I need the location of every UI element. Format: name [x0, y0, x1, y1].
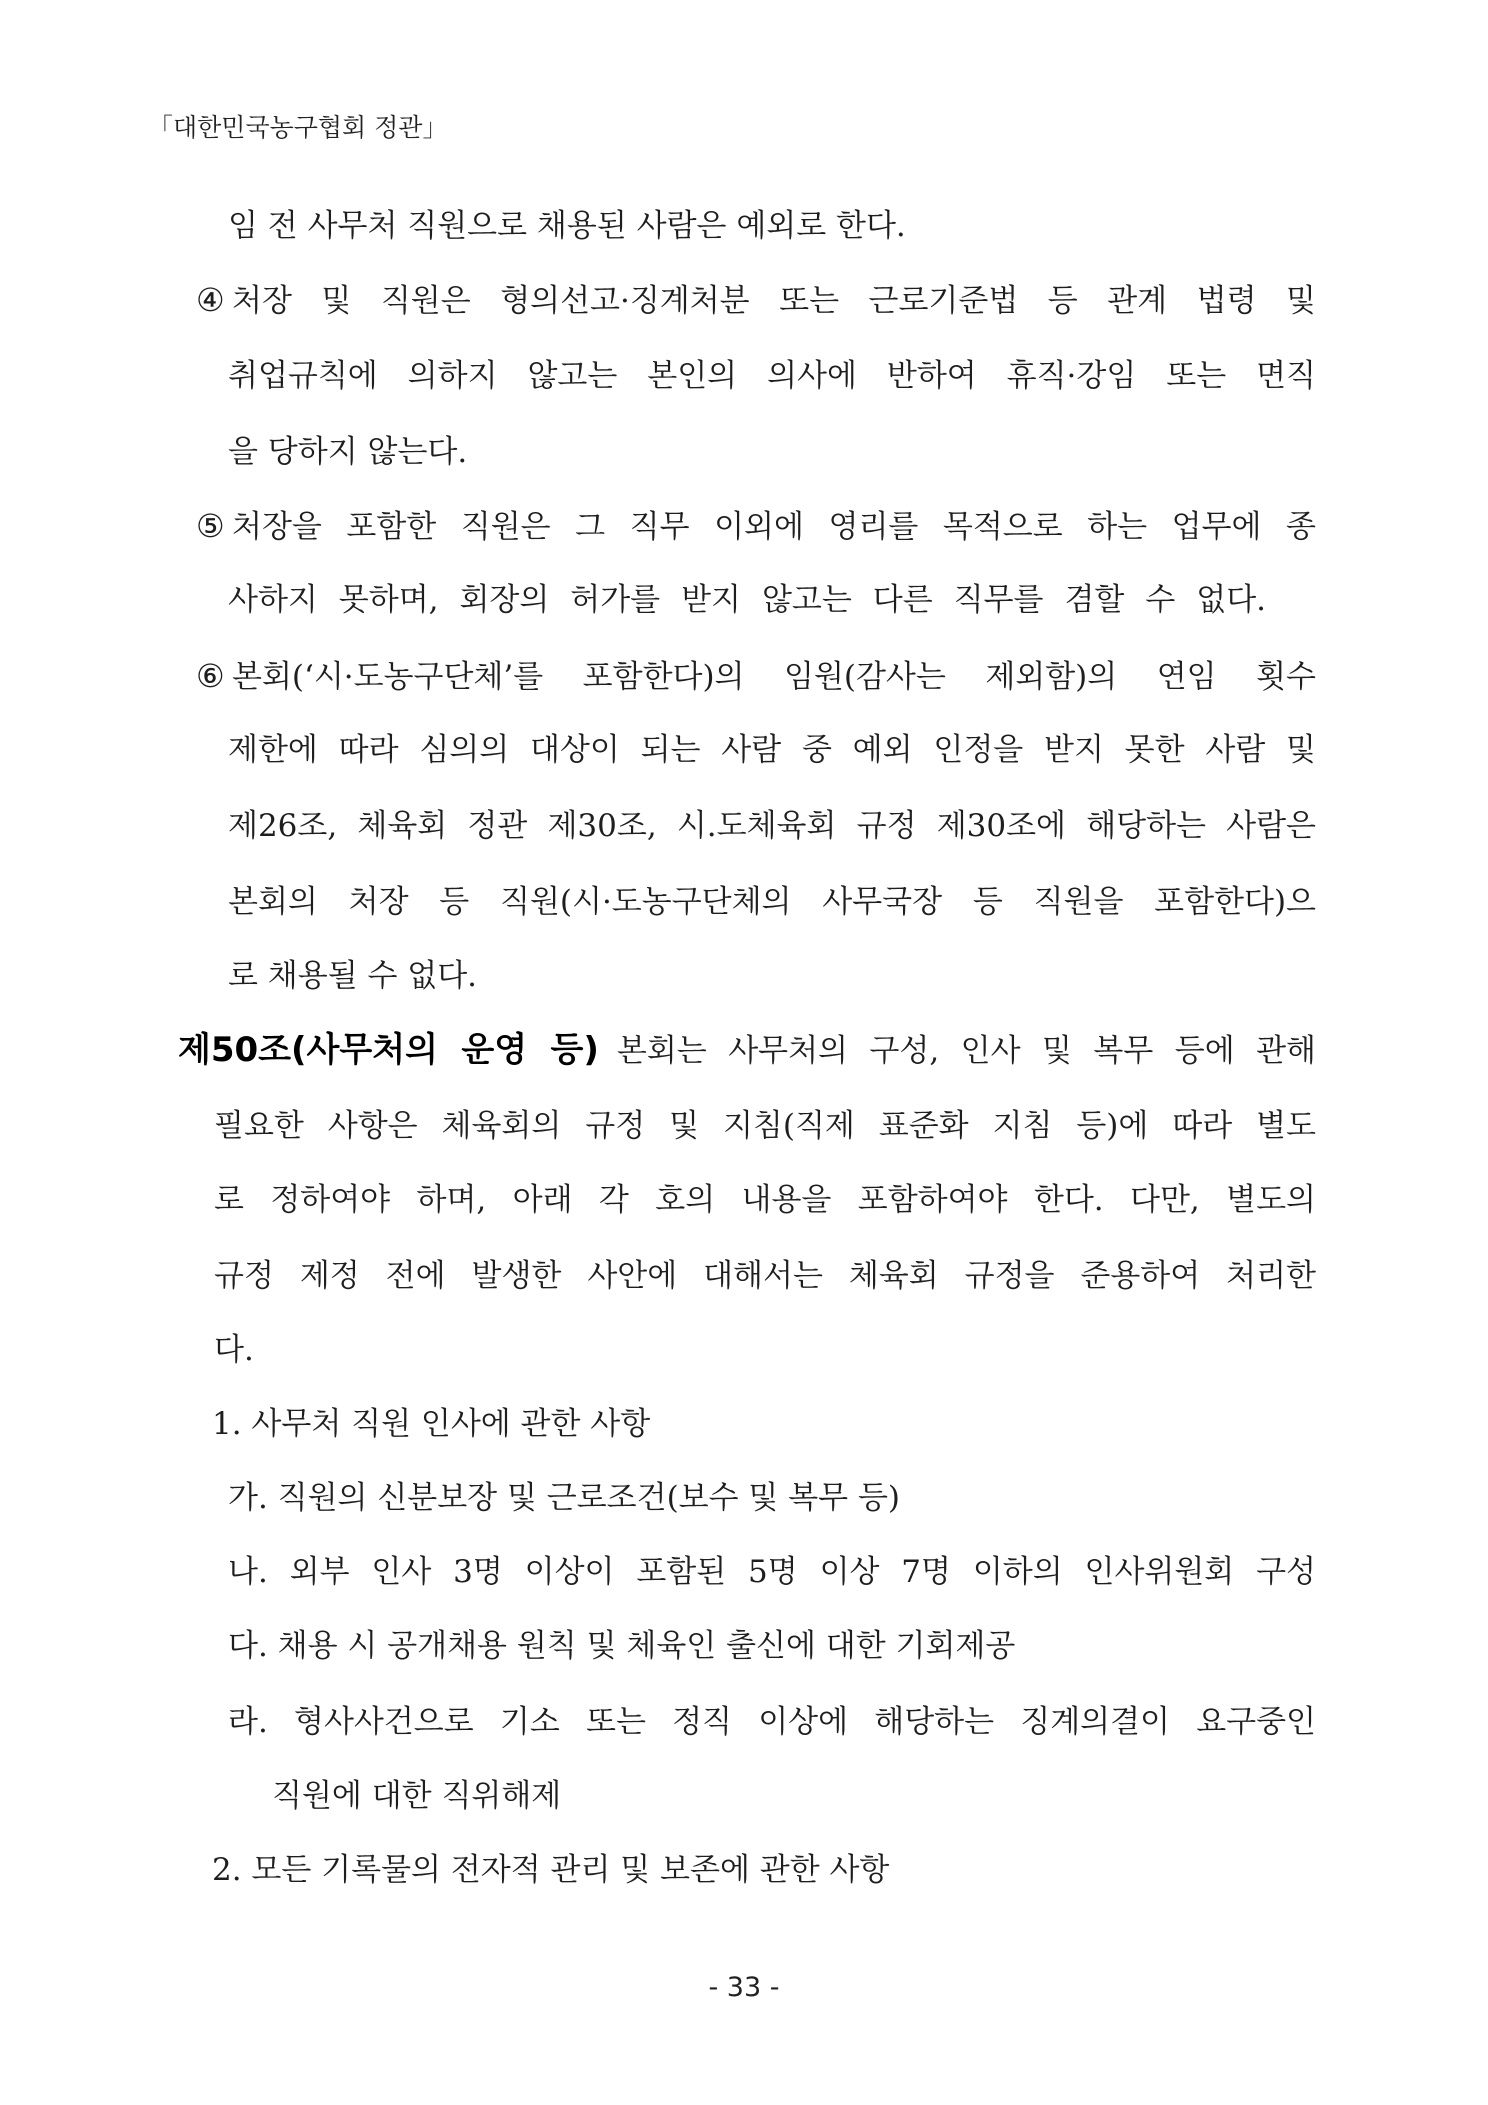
- article-50-text-1: 본회는 사무처의 구성, 인사 및 복무 등에 관해: [616, 1033, 1317, 1069]
- paragraph-6-line-2: 제한에 따라 심의의 대상이 되는 사람 중 예외 인정을 받지 못한 사람 및: [228, 732, 1316, 768]
- article-50-line-3: 로 정하여야 하며, 아래 각 호의 내용을 포함하여야 한다. 다만, 별도의: [214, 1182, 1316, 1218]
- paragraph-5-line-1: [196, 506, 1316, 547]
- circled-number-6: ⑥: [196, 657, 225, 695]
- article-50-line-1: [178, 1030, 1316, 1071]
- document-header: 「대한민국농구협회 정관」: [148, 113, 448, 142]
- paragraph-6-line-4: 본회의 처장 등 직원(시·도농구단체의 사무국장 등 직원을 포함한다)으: [228, 884, 1316, 920]
- article-50-title: 제50조(사무처의 운영 등): [178, 1030, 599, 1070]
- article-50-line-4: 규정 제정 전에 발생한 사안에 대해서는 체육회 규정을 준용하여 처리한: [214, 1258, 1316, 1294]
- page-number: - 33 -: [708, 1972, 780, 2003]
- paragraph-4-line-2: 취업규칙에 의하지 않고는 본인의 의사에 반하여 휴직·강임 또는 면직: [228, 358, 1316, 394]
- article-50-item-1-ra-line-1: 라. 형사사건으로 기소 또는 정직 이상에 해당하는 징계의결이 요구중인: [228, 1704, 1316, 1740]
- article-50-line-2: 필요한 사항은 체육회의 규정 및 지침(직제 표준화 지침 등)에 따라 별도: [214, 1108, 1316, 1144]
- paragraph-5-line-2: 사하지 못하며, 회장의 허가를 받지 않고는 다른 직무를 겸할 수 없다.: [228, 582, 1266, 618]
- article-50-item-1-ga: 가. 직원의 신분보장 및 근로조건(보수 및 복무 등): [228, 1480, 900, 1516]
- article-50-line-5: 다.: [214, 1332, 254, 1368]
- paragraph-4-line-3: 을 당하지 않는다.: [228, 434, 468, 470]
- article-50-item-2: 2. 모든 기록물의 전자적 관리 및 보존에 관한 사항: [212, 1852, 890, 1888]
- paragraph-4-text-1: 처장 및 직원은 형의선고·징계처분 또는 근로기준법 등 관계 법령 및: [232, 283, 1316, 319]
- article-50-item-1: 1. 사무처 직원 인사에 관한 사항: [212, 1406, 651, 1442]
- paragraph-6-line-1: [196, 656, 1316, 697]
- article-50-item-1-da: 다. 채용 시 공개채용 원칙 및 체육인 출신에 대한 기회제공: [228, 1628, 1016, 1664]
- paragraph-6-line-5: 로 채용될 수 없다.: [228, 958, 478, 994]
- paragraph-6-line-3: 제26조, 체육회 정관 제30조, 시.도체육회 규정 제30조에 해당하는 사람은: [228, 808, 1316, 844]
- circled-number-4: ④: [196, 281, 225, 319]
- paragraph-5-text-1: 처장을 포함한 직원은 그 직무 이외에 영리를 목적으로 하는 업무에 종: [232, 509, 1316, 545]
- paragraph-4-line-1: [196, 280, 1316, 321]
- paragraph-6-text-1: 본회(‘시·도농구단체’를 포함한다)의 임원(감사는 제외함)의 연임 횟수: [232, 659, 1316, 695]
- article-50-item-1-ra-line-2: 직원에 대한 직위해제: [272, 1778, 562, 1814]
- paragraph-3-continuation: 임 전 사무처 직원으로 채용된 사람은 예외로 한다.: [228, 208, 906, 244]
- circled-number-5: ⑤: [196, 507, 225, 545]
- article-50-item-1-na: 나. 외부 인사 3명 이상이 포함된 5명 이상 7명 이하의 인사위원회 구성: [228, 1554, 1316, 1590]
